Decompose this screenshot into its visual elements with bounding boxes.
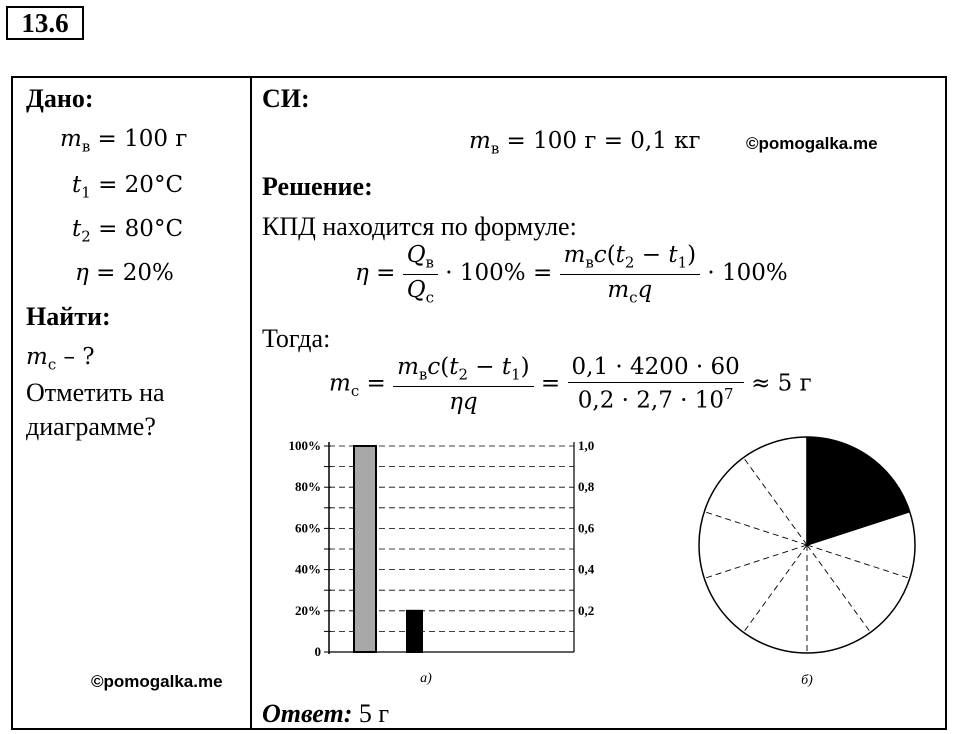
numeric-numerator: 0,1 · 4200 · 60	[568, 354, 744, 383]
formula-tail: · 100%	[707, 260, 788, 287]
right-tick-label: 1,0	[578, 438, 595, 453]
bar-useful-heat	[407, 611, 422, 652]
si-heading: СИ:	[262, 84, 310, 113]
left-tick-label: 60%	[295, 520, 321, 536]
mass-fuel-formula: $m_с$ = $\frac{m_вc(t_2 - t_1)}{\eta q}$ = $\frac{0,1 \cdot 4200 \cdot 60}{0,2 \cdot 2,7 \cdot 10^7}$ ≈ 5 г	[329, 354, 812, 415]
given-t2: $t_2 = 80^\circ C$	[72, 216, 184, 246]
si-conversion-value: 100 г = 0,1 кг	[533, 128, 701, 154]
numeric-exponent: 7	[724, 385, 734, 404]
given-t1-value: 20°C	[124, 172, 184, 198]
problem-number: 13.6	[6, 6, 84, 40]
given-t2-value: 80°C	[124, 216, 184, 242]
answer-value: 5 г	[358, 699, 390, 728]
find-target: $m_с$ – ?	[26, 344, 95, 374]
find-heading: Найти:	[26, 302, 111, 331]
si-conversion: $m_в = 100$ г = 0,1 кг	[469, 128, 701, 158]
find-note-line1: Отметить на	[26, 378, 165, 407]
solution-heading: Решение:	[262, 172, 373, 201]
efficiency-bar-chart	[266, 430, 595, 692]
pie-sector-line	[807, 545, 870, 632]
given-heading: Дано:	[26, 84, 94, 113]
left-tick-label: 40%	[295, 561, 321, 577]
formula-intro: КПД находится по формуле:	[262, 212, 577, 241]
given-mass-value: 100 г	[124, 126, 188, 152]
pie-sector-line	[744, 545, 807, 632]
efficiency-formula: η = $\frac{Q_в}{Q_с}$ · 100% = $\frac{m_вc(t_2 - t_1)}{m_сq}$ · 100%	[355, 242, 788, 307]
right-tick-label: 0,8	[578, 479, 595, 495]
fraction-mass: $\frac{m_вc(t_2 - t_1)}{\eta q}$	[393, 354, 534, 415]
left-tick-label: 80%	[295, 479, 321, 495]
pie-chart-caption: б)	[801, 673, 813, 688]
column-divider	[250, 78, 252, 728]
watermark-top: ©pomogalka.me	[746, 134, 878, 153]
pie-sector-line	[744, 458, 807, 545]
given-efficiency-value: 20%	[122, 260, 174, 286]
fraction-heat: $\frac{m_вc(t_2 - t_1)}{m_сq}$	[560, 242, 701, 306]
given-efficiency: η = 20%	[75, 260, 174, 286]
then-label: Тогда:	[262, 324, 331, 353]
given-t1: $t_1 = 20^\circ C$	[72, 172, 184, 202]
answer-label: Ответ:	[262, 699, 353, 728]
fraction-numeric	[568, 354, 744, 414]
right-tick-label: 0,6	[578, 520, 595, 536]
given-mass-water: $m_в = 100$ г	[60, 126, 188, 156]
numeric-denominator: 0,2 · 2,7 · 10	[577, 388, 725, 415]
answer-line	[262, 699, 389, 729]
watermark-left: ©pomogalka.me	[91, 672, 223, 691]
fraction-q: $\frac{Q_в}{Q_с}$	[403, 242, 438, 306]
bar-total-heat	[354, 446, 376, 652]
pie-sector-line	[704, 545, 807, 578]
efficiency-pie-chart	[673, 428, 933, 693]
left-tick-label: 20%	[295, 602, 321, 618]
solution-table	[11, 76, 947, 730]
right-tick-label: 0,2	[578, 602, 595, 618]
left-tick-label: 100%	[288, 438, 321, 453]
pie-sector-line	[704, 512, 807, 545]
pie-sector-line	[807, 545, 910, 578]
right-tick-label: 0,4	[578, 561, 595, 577]
formula-result: ≈ 5 г	[751, 370, 812, 397]
left-tick-label: 0	[314, 644, 321, 659]
bar-chart-caption: а)	[420, 671, 432, 686]
find-note-line2: диаграмме?	[26, 412, 156, 441]
find-target-q: – ?	[63, 344, 95, 370]
